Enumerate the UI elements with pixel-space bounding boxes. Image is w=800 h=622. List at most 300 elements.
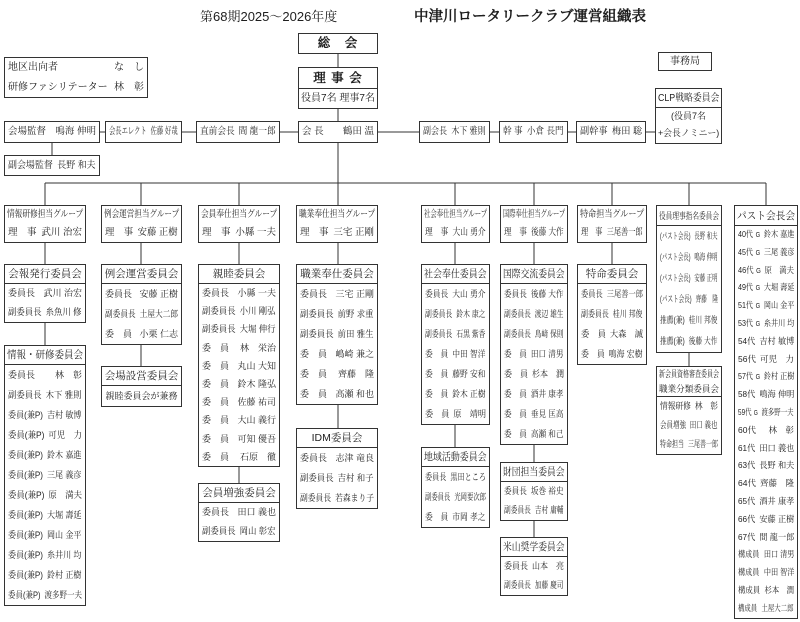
officer-row [5,122,99,142]
officer-box [419,121,490,143]
officer-role: 副会場監督 [8,160,53,171]
member-role: 情報研修 [660,401,691,411]
member-role: 委員(兼P) [8,470,43,480]
director-role: 理 事 [581,227,603,238]
member-role: 副委員長 [504,505,531,515]
committee-row [657,247,721,268]
term: 67代 [738,531,756,542]
member-name: 石原 徹 [239,451,276,462]
committee-title-cell [501,265,567,284]
member-role: 副委員長 [425,492,451,502]
screening-committee-box [656,366,722,455]
member-role: 委員長 [581,289,603,299]
group-title-cell [422,206,489,224]
member-name: 黒田ところ [450,472,486,482]
committee-row [297,364,377,384]
board-box [298,67,378,109]
governor-mark: G [755,320,761,328]
member-name: 加藤 慶司 [535,580,564,590]
committee-row [5,385,85,405]
officer-box [576,121,646,143]
clp-title: CLP戦略委員会 [658,93,720,104]
term: 49代 [738,282,754,293]
committee-row [199,357,279,375]
member-role: (パスト会長) [660,231,691,241]
member-name: 渡多野一夫 [44,590,82,600]
member-role: 委 員 [300,389,328,399]
committee-row [5,284,85,303]
member-name: 岡山 彰宏 [240,526,276,536]
member-name: 垂見 匡高 [531,409,564,419]
committee-row [5,545,85,565]
member-role: (パスト会長) [660,294,692,304]
committee-row [501,384,567,404]
term-label [738,262,761,280]
director-role: 理 事 [202,227,231,238]
member-role: 委員(兼P) [8,530,43,540]
committee-row [5,525,85,545]
term: 40代 [738,229,754,239]
committee-row [297,448,377,468]
committee-row [5,585,85,605]
director-role: 理 事 [504,227,527,238]
director-row [297,224,377,242]
committee-row [5,425,85,445]
member-role: 委員長 [504,289,527,299]
person-name: 糸井川 均 [763,317,794,328]
past-president-row [735,546,797,564]
term-label [738,564,759,582]
clp-note-2: +会長ノミニー) [658,128,720,138]
director-name: 小縣 一夫 [235,227,276,238]
group-box [101,205,182,243]
vice-venue-supervisor-box [4,155,100,176]
district-role: 地区出向者 [8,62,58,73]
group-title: 社会奉仕担当グループ [424,209,488,220]
committee-row [501,324,567,344]
member-role: 副委員長 [300,309,334,319]
member-role: 委 員 [504,429,527,439]
member-name: 大堀 壽延 [47,510,82,520]
member-name: 市岡 孝之 [452,512,486,522]
member-name: 小縣 一夫 [237,288,276,298]
member-role: 委員長 [504,486,527,496]
governor-mark: G [756,267,761,275]
past-presidents-title-cell [735,206,797,226]
member-role: 委員長 [202,507,230,517]
committee-box [421,447,490,528]
term-label [738,422,756,440]
member-name: 齊藤 隆 [337,369,374,379]
person-name: 杉本 潤 [764,584,794,595]
term: 61代 [738,442,756,453]
past-president-row [735,368,797,386]
member-name: 齊藤 隆 [695,294,718,304]
committee-title-cell [199,265,279,284]
member-name: 藤野 安和 [452,369,486,379]
member-name: 山本 亮 [531,561,564,571]
member-name: 高瀬 和己 [531,429,564,439]
district-row [5,58,147,78]
committee-title-cell [102,265,181,284]
member-name: 林 彰 [694,401,718,411]
officer-name: 梅田 聡 [611,126,642,137]
committee-note: 親睦委員会が兼務 [105,391,178,401]
member-name: 大森 誠 [609,329,643,339]
person-name: 三尾 義彦 [763,246,794,257]
chart-title: 中津川ロータリークラブ運営組織表 [414,9,646,25]
committee-row [5,505,85,525]
past-president-row [735,386,797,404]
director-name: 三宅 正剛 [333,227,374,238]
past-president-row [735,582,797,600]
member-name: 大山 義行 [237,415,276,426]
director-role: 理 事 [105,227,134,238]
member-role: (パスト会長) [660,252,691,262]
officer-row [197,122,279,142]
governor-mark: G [755,303,761,311]
committee-row [501,501,567,520]
member-role: 副委員長 [581,309,609,319]
person-name: 林 彰 [768,424,794,435]
member-name: 鳥﨑 保則 [535,329,564,339]
nominating-committee-box [656,205,722,353]
member-name: 田口 義也 [690,420,718,430]
member-name: 若森まり子 [335,493,374,503]
member-name: 鈴村 正樹 [47,570,82,580]
committee-row [199,522,279,541]
committee-row [501,576,567,595]
member-role: 委員(兼P) [8,570,43,580]
officer-name: 佐藤 好哉 [151,126,178,137]
committee-row [657,397,721,416]
group-title: 特命担当グループ [580,209,645,220]
committee-row [578,284,646,304]
past-president-row [735,404,797,422]
member-name: 前田 雅生 [338,329,374,339]
general-assembly-title-cell [299,34,377,53]
officer-name: 木下 雅則 [451,126,486,137]
term: 構成員 [738,584,761,595]
member-role: 副委員長 [504,309,531,319]
member-name: 田口 義也 [237,507,276,517]
officer-row [500,122,567,142]
screening-title-1: 新会員資格審査委員会 [659,369,720,379]
group-box [577,205,647,243]
committee-title-cell [5,346,85,365]
committee-box [101,264,182,345]
member-name: 鈴木 嘉進 [47,450,82,460]
member-name: 嶋崎 兼之 [335,349,374,359]
member-name: 原 満夫 [48,490,82,500]
governor-mark: G [755,249,761,257]
committee-row [422,364,489,384]
officer-box [298,121,378,143]
officer-row [577,122,645,142]
director-name: 武川 治宏 [41,227,82,238]
member-role: 委 員 [202,451,230,462]
member-name: 大堀 伸行 [240,324,276,335]
term-label [738,351,756,369]
person-name: 土屋大二郎 [761,602,794,613]
board-members: 役員7名 理事7名 [301,93,375,104]
member-name: 木下 雅則 [46,390,82,400]
past-president-row [735,244,797,262]
member-name: 三尾善一郎 [606,289,643,299]
committee-title: 財団担当委員会 [503,466,565,478]
committee-title: 地域活動委員会 [424,451,487,463]
officer-role: 直前会長 [200,126,235,137]
officer-box [196,121,280,143]
member-name: 光岡要次郎 [454,492,486,502]
committee-row [422,324,489,344]
committee-title: 会報発行委員会 [8,268,82,280]
screening-title-1-cell [657,367,721,382]
member-role: 副委員長 [202,324,236,335]
officer-role: 副会長 [423,126,448,137]
member-role: 委 員 [202,378,230,389]
past-president-row [735,600,797,618]
nominating-title: 役員理事指名委員会 [659,211,720,221]
committee-row [199,411,279,429]
member-name: 長野 和夫 [694,231,718,241]
member-role: 委員長 [425,289,449,299]
committee-row [199,320,279,338]
member-role: 委 員 [425,409,450,419]
member-role: 副委員長 [504,329,531,339]
member-role: 委員長 [504,561,529,571]
committee-row [199,302,279,320]
district-name: 林 彰 [114,81,144,93]
term-label [738,511,755,529]
committee-row [102,304,181,324]
member-role: 委 員 [425,369,449,379]
committee-row [5,303,85,322]
person-name: 可児 力 [759,353,794,364]
committee-title-cell [422,265,489,284]
committee-row [657,310,721,331]
past-president-row [735,262,797,280]
committee-row [657,268,721,289]
member-role: 副委員長 [8,307,42,317]
member-role: 推薦(兼) [660,336,685,346]
nominating-title-cell [657,206,721,226]
committee-row [501,557,567,576]
term-label [738,529,755,547]
clp-committee-box [655,88,722,144]
past-president-row [735,297,797,315]
committee-row [297,468,377,488]
member-role: 委 員 [202,397,230,408]
member-role: 委 員 [202,342,230,353]
committee-row [657,331,721,352]
past-presidents-title: パスト会長会 [737,210,795,222]
term-label [738,279,760,297]
member-name: 安藤 正樹 [139,289,178,299]
board-members-cell [299,89,377,108]
district-row [5,78,147,98]
member-name: 杉本 潤 [531,369,564,379]
group-box [198,205,280,243]
member-role: 委 員 [425,512,449,522]
past-president-row [735,529,797,547]
committee-row [422,304,489,324]
term: 51代 [738,300,754,311]
member-role: 副委員長 [504,580,531,590]
committee-row [5,485,85,505]
director-row [578,224,646,242]
member-name: 後藤 大作 [689,336,718,346]
committee-row [501,482,567,501]
member-name: 吉村 庸輔 [535,505,564,515]
past-president-row [735,493,797,511]
committee-box [101,366,182,407]
committee-row [422,487,489,507]
officer-name: 小倉 長門 [527,126,564,137]
person-name: 酒井 康孝 [758,495,794,506]
member-name: 小栗 仁志 [139,329,178,339]
member-role: 副委員長 [300,329,334,339]
director-row [422,224,489,242]
member-role: 副委員長 [105,309,136,319]
person-name: 鈴村 正樹 [763,371,794,382]
committee-title: 特命委員会 [585,268,639,280]
member-name: 坂巻 裕史 [531,486,564,496]
director-role: 理 事 [8,227,37,238]
member-name: 三尾善一郎 [687,439,718,449]
term: 66代 [738,513,756,524]
officer-name: 間 龍一郎 [238,126,276,137]
past-president-row [735,422,797,440]
member-role: 委員長 [105,289,133,299]
term-label [738,386,755,404]
term-label [738,244,760,262]
term-label [738,297,760,315]
director-row [5,224,85,242]
committee-row [422,284,489,304]
member-role: 副委員長 [8,390,42,400]
committee-box [500,264,568,445]
term: 59代 [738,406,752,417]
member-name: 可児 力 [48,430,82,440]
member-name: 岡山 金平 [47,530,82,540]
member-role: 委員長 [425,472,447,482]
committee-row [501,284,567,304]
committee-row [657,435,721,454]
term-label [738,546,759,564]
member-name: 原 靖明 [453,409,486,419]
member-name: 糸井川 均 [47,550,82,560]
person-name: 原 満夫 [764,264,794,275]
member-role: 委 員 [300,369,328,379]
committee-row [297,344,377,364]
officer-row [420,122,489,142]
term: 58代 [738,389,756,400]
committee-title-cell [501,538,567,557]
member-role: 委員長 [300,453,328,463]
committee-row [199,393,279,411]
past-president-row [735,511,797,529]
officer-row [299,122,377,142]
committee-title: 職業奉仕委員会 [300,268,374,280]
committee-row [501,404,567,424]
general-assembly-box [298,33,378,54]
committee-title-cell [199,484,279,503]
member-role: 委員長 [202,288,230,298]
committee-row [297,384,377,404]
officer-box [499,121,568,143]
director-row [501,224,567,242]
past-president-row [735,457,797,475]
director-role: 理 事 [300,227,329,238]
committee-row [501,424,567,444]
member-name: 高瀬 和也 [335,389,374,399]
committee-box [198,483,280,542]
committee-title-cell [102,367,181,386]
committee-title: 会員増強委員会 [202,487,276,499]
director-role: 理 事 [425,227,449,238]
group-title-cell [578,206,646,224]
person-name: 齊藤 隆 [759,478,794,489]
member-name: 鈴木 正樹 [452,389,486,399]
committee-title-cell [501,463,567,482]
group-box [4,205,86,243]
group-title: 職業奉仕担当グループ [299,209,376,220]
clp-title-cell [656,89,721,108]
district-name: な し [114,62,144,73]
committee-title: 例会運営委員会 [104,268,179,280]
person-name: 中田 智洋 [763,567,794,578]
past-president-row [735,440,797,458]
person-name: 大堀 壽延 [763,282,794,293]
member-name: 佐藤 祐司 [237,397,276,408]
committee-row [199,448,279,466]
committee-row [199,375,279,393]
officer-name: 長野 和夫 [57,160,96,171]
committee-title: 情報・研修委員会 [7,349,83,361]
officer-role: 会場監督 [8,126,47,137]
committee-title-cell [422,448,489,467]
member-name: 吉村 和子 [338,473,374,483]
past-presidents-box [734,205,798,619]
member-name: 桂川 邦俊 [613,309,643,319]
term: 54代 [738,335,756,346]
governor-mark: G [755,285,761,293]
officer-box [105,121,182,143]
committee-row [657,226,721,247]
member-name: 鳴海 宏樹 [609,349,643,359]
member-role: 副委員長 [202,526,236,536]
committee-row [5,565,85,585]
group-title-cell [297,206,377,224]
committee-box [198,264,280,467]
member-name: 前野 求重 [338,309,374,319]
committee-row [297,488,377,508]
committee-row [199,503,279,522]
director-name: 後藤 大作 [531,227,564,238]
governor-mark: G [755,232,761,239]
member-name: 志津 竜良 [335,453,374,463]
term: 60代 [738,424,756,435]
officer-role: 幹 事 [503,126,523,137]
committee-box [296,264,378,405]
group-title: 情報研修担当グループ [7,209,84,220]
person-name: 岡山 金平 [763,300,794,311]
member-role: 委 員 [581,329,606,339]
committee-row [422,467,489,487]
member-role: 委員(兼P) [8,590,41,600]
term: 構成員 [738,567,760,578]
